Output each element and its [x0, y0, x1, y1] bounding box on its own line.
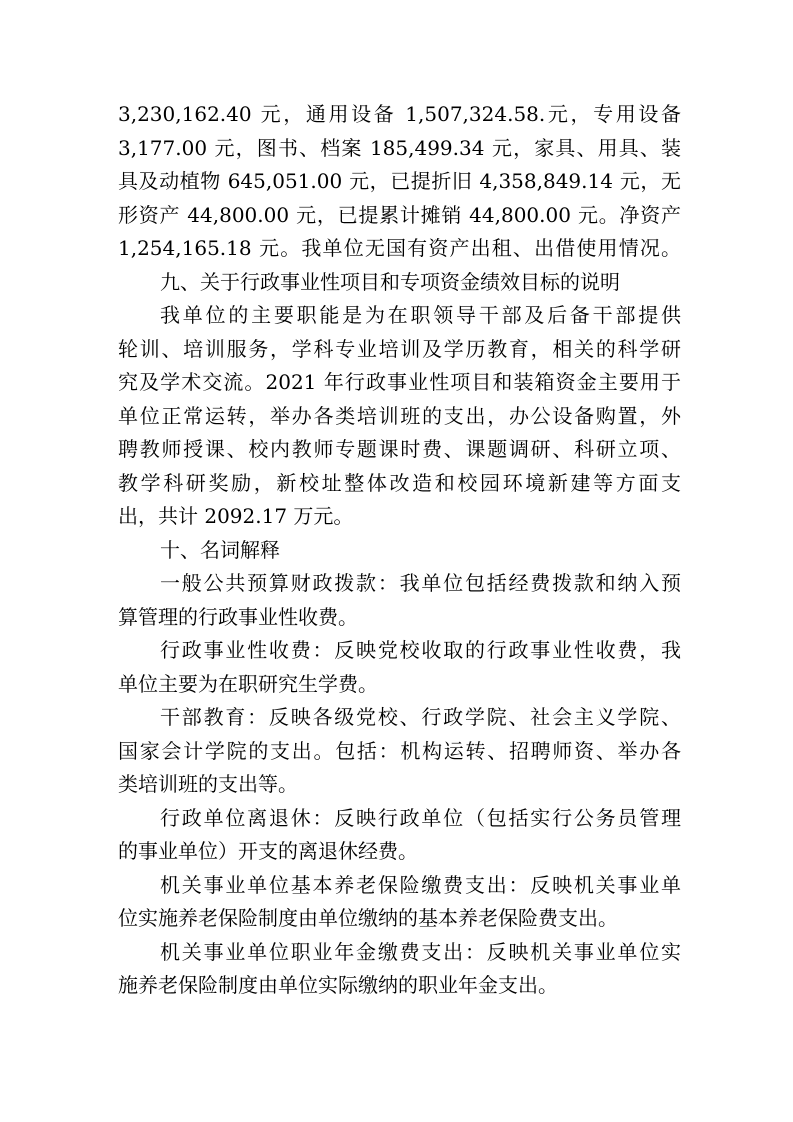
section9-body [118, 299, 681, 534]
section9-heading: 九、关于行政事业性项目和专项资金绩效目标的说明 [160, 269, 620, 294]
text-line: 类培训班的支出等。 [118, 772, 298, 796]
text-line: 出，共计 2092.17 万元。 [118, 504, 354, 528]
definition-paragraph [118, 936, 681, 1003]
text-line: 形资产 44,800.00 元，已提累计摊销 44,800.00 元。净资产 [118, 202, 681, 227]
text-line: 算管理的行政事业性收费。 [118, 604, 358, 629]
section8-tail [118, 98, 681, 266]
text-line: 教学科研奖励，新校址整体改造和校园环境新建等方面支 [118, 470, 681, 495]
text-line: 的事业单位）开支的离退休经费。 [118, 839, 418, 863]
definition-paragraph [118, 634, 681, 701]
text-line: 3,230,162.40 元，通用设备 1,507,324.58.元，专用设备 [118, 102, 681, 126]
section10-body [118, 567, 681, 1003]
text-line: 位实施养老保险制度由单位缴纳的基本养老保险费支出。 [118, 906, 618, 930]
text-line: 机关事业单位基本养老保险缴费支出：反映机关事业单 [160, 872, 681, 897]
text-line: 3,177.00 元，图书、档案 185,499.34 元，家具、用具、装 [118, 135, 681, 160]
definition-paragraph [118, 802, 681, 869]
text-line: 单位正常运转，举办各类培训班的支出，办公设备购置，外 [118, 403, 681, 428]
text-line: 行政单位离退休：反映行政单位（包括实行公务员管理 [160, 805, 681, 830]
text-line: 行政事业性收费：反映党校收取的行政事业性收费，我 [160, 638, 681, 662]
text-line: 一般公共预算财政拨款：我单位包括经费拨款和纳入预 [160, 571, 681, 595]
text-line: 干部教育：反映各级党校、行政学院、社会主义学院、 [160, 705, 681, 729]
definition-paragraph [118, 701, 681, 802]
text-line: 具及动植物 645,051.00 元，已提折旧 4,358,849.14 元，无 [118, 169, 681, 193]
text-line: 轮训、培训服务，学科专业培训及学历教育，相关的科学研 [118, 336, 681, 361]
text-line: 聘教师授课、校内教师专题课时费、课题调研、科研立项、 [118, 437, 681, 461]
text-line: 我单位的主要职能是为在职领导干部及后备干部提供 [160, 303, 681, 327]
text-line: 机关事业单位职业年金缴费支出：反映机关事业单位实 [160, 939, 681, 964]
definition-paragraph [118, 567, 681, 634]
definition-paragraph [118, 869, 681, 936]
text-line: 施养老保险制度由单位实际缴纳的职业年金支出。 [118, 973, 558, 997]
text-line: 1,254,165.18 元。我单位无国有资产出租、出借使用情况。 [118, 236, 681, 260]
section10-heading: 十、名词解释 [160, 537, 280, 562]
text-line: 国家会计学院的支出。包括：机构运转、招聘师资、举办各 [118, 738, 681, 763]
text-line: 单位主要为在职研究生学费。 [118, 671, 378, 696]
document-page [118, 98, 681, 1003]
text-line: 究及学术交流。2021 年行政事业性项目和装箱资金主要用于 [118, 370, 681, 394]
